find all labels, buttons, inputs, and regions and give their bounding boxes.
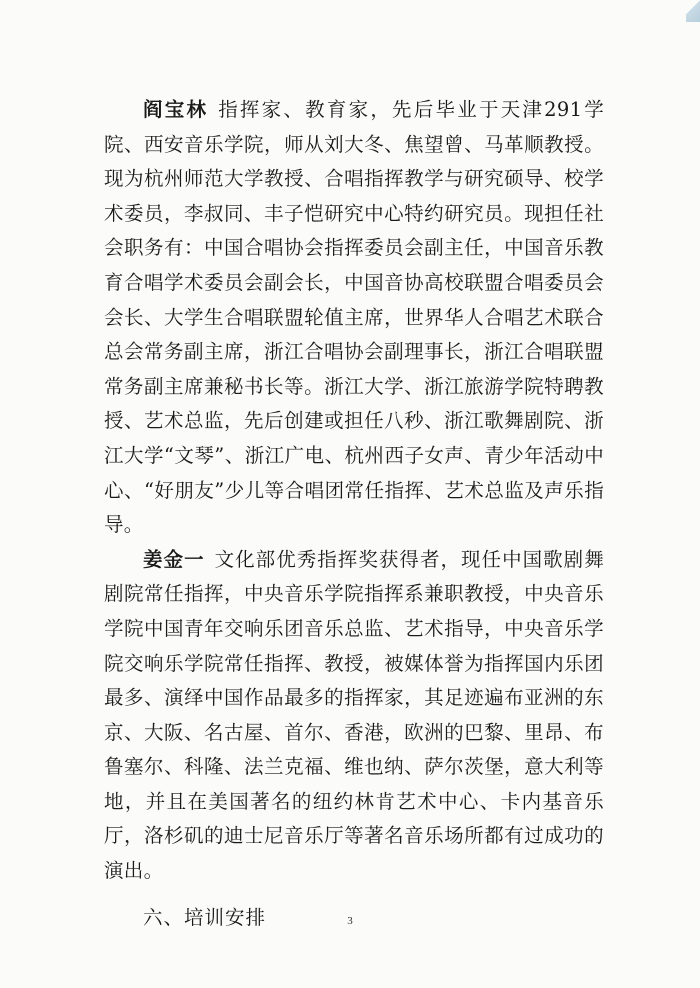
- biography-text: 文化部优秀指挥奖获得者，现任中国歌剧舞剧院常任指挥，中央音乐学院指挥系兼职教授，中央音乐学院中国青年交响乐团音乐总监、艺术指导，中央音乐学院交响乐学院常任指挥、教授，被媒体誉为指挥国内乐团最多、演绎中国作品最多的指挥家，其足迹遍布亚洲的东京、大阪、名古屋、首尔、香港，欧洲的巴黎、里昂、布鲁塞尔、科隆、法兰克福、维也纳、萨尔茨堡，意大利等地，并且在美国著名的纽约林肯艺术中心、卡内基音乐厅，洛杉矶的迪士尼音乐厅等著名音乐场所都有过成功的演出。: [104, 547, 605, 883]
- biography-paragraph-2: [104, 543, 604, 889]
- section-heading: 六、培训安排: [143, 905, 267, 929]
- scan-corner-mark: [686, 0, 700, 22]
- person-name: 姜金一: [143, 547, 205, 571]
- document-body: [104, 93, 604, 935]
- biography-paragraph-1: [104, 93, 604, 543]
- biography-text: 指挥家、教育家，先后毕业于天津291学院、西安音乐学院，师从刘大冬、焦望曾、马革顺教授。现为杭州师范大学教授、合唱指挥教学与研究硕导、校学术委员，李叔同、丰子恺研究中心特约研究员。现担任社会职务有：中国合唱协会指挥委员会副主任，中国音乐教育合唱学术委员会副会长，中国音协高校联盟合唱委员会会长、大学生合唱联盟轮值主席，世界华人合唱艺术联合总会常务副主席，浙江合唱协会副理事长，浙江合唱联盟常务副主席兼秘书长等。浙江大学、浙江旅游学院特聘教授、艺术总监，先后创建或担任八秒、浙江歌舞剧院、浙江大学“文琴”、浙江广电、杭州西子女声、青少年活动中心、“好朋友”少儿等合唱团常任指挥、艺术总监及声乐指导。: [104, 98, 605, 537]
- person-name: 阎宝林: [143, 98, 209, 121]
- page-number: 3: [347, 915, 353, 927]
